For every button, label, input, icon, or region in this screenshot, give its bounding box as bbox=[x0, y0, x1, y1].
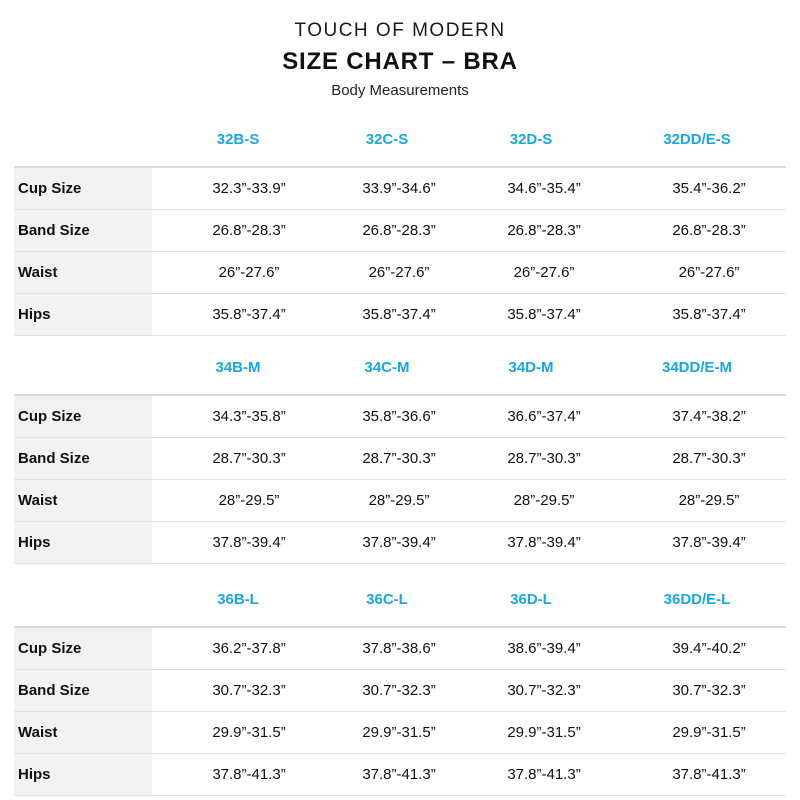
measurement-cell: 37.8”-38.6” bbox=[362, 640, 436, 657]
measurement-cell: 26.8”-28.3” bbox=[507, 222, 581, 239]
measurement-cell: 26”-27.6” bbox=[678, 264, 740, 281]
measurement-cell: 28”-29.5” bbox=[368, 492, 430, 509]
measurement-cell: 34.3”-35.8” bbox=[212, 408, 286, 425]
measurement-cell: 30.7”-32.3” bbox=[672, 682, 746, 699]
table-row-cup-size bbox=[14, 168, 786, 210]
measurement-cell: 30.7”-32.3” bbox=[507, 682, 581, 699]
measurement-cell: 26.8”-28.3” bbox=[672, 222, 746, 239]
size-label: 36C-L bbox=[366, 591, 408, 608]
size-label: 34DD/E-M bbox=[661, 359, 732, 376]
row-label: Waist bbox=[18, 724, 58, 741]
measurement-cell: 26”-27.6” bbox=[368, 264, 430, 281]
row-label-cell bbox=[14, 210, 152, 251]
measurement-cell: 26”-27.6” bbox=[513, 264, 575, 281]
measurement-cell: 36.6”-37.4” bbox=[507, 408, 581, 425]
measurement-cell: 33.9”-34.6” bbox=[362, 180, 436, 197]
table-row-cup-size bbox=[14, 628, 786, 670]
row-label-cell bbox=[14, 396, 152, 437]
measurement-cell: 37.8”-41.3” bbox=[212, 766, 286, 783]
row-label: Band Size bbox=[18, 222, 90, 239]
measurement-cell: 28”-29.5” bbox=[678, 492, 740, 509]
row-label-cell bbox=[14, 252, 152, 293]
measurement-cell: 28.7”-30.3” bbox=[507, 450, 581, 467]
row-label-cell bbox=[14, 294, 152, 335]
size-label: 32DD/E-S bbox=[663, 131, 731, 148]
row-label-cell bbox=[14, 480, 152, 521]
measurement-cell: 28.7”-30.3” bbox=[672, 450, 746, 467]
table-row-cup-size bbox=[14, 396, 786, 438]
row-label: Cup Size bbox=[18, 408, 82, 425]
measurement-cell: 28”-29.5” bbox=[513, 492, 575, 509]
row-label-cell bbox=[14, 522, 152, 563]
table-row-waist bbox=[14, 480, 786, 522]
measurement-cell: 35.8”-37.4” bbox=[362, 306, 436, 323]
measurement-cell: 35.8”-37.4” bbox=[507, 306, 581, 323]
size-label: 36B-L bbox=[217, 591, 259, 608]
measurement-cell: 35.8”-36.6” bbox=[362, 408, 436, 425]
measurement-cell: 39.4”-40.2” bbox=[672, 640, 746, 657]
page-title: SIZE CHART – BRA bbox=[282, 48, 518, 75]
row-divider bbox=[14, 563, 786, 564]
measurement-cell: 29.9”-31.5” bbox=[212, 724, 286, 741]
row-label: Cup Size bbox=[18, 640, 82, 657]
measurement-cell: 26.8”-28.3” bbox=[362, 222, 436, 239]
size-label: 34D-M bbox=[508, 359, 554, 376]
measurement-cell: 29.9”-31.5” bbox=[672, 724, 746, 741]
row-label: Cup Size bbox=[18, 180, 82, 197]
row-label-cell bbox=[14, 628, 152, 669]
size-label: 36DD/E-L bbox=[663, 591, 731, 608]
page-subtitle: Body Measurements bbox=[331, 82, 469, 99]
measurement-cell: 37.8”-39.4” bbox=[212, 534, 286, 551]
row-divider bbox=[14, 795, 786, 796]
measurement-cell: 29.9”-31.5” bbox=[362, 724, 436, 741]
measurement-cell: 37.8”-41.3” bbox=[362, 766, 436, 783]
size-header-row bbox=[0, 580, 800, 620]
measurement-cell: 34.6”-35.4” bbox=[507, 180, 581, 197]
measurement-cell: 37.8”-39.4” bbox=[672, 534, 746, 551]
measurement-cell: 32.3”-33.9” bbox=[212, 180, 286, 197]
row-label-cell bbox=[14, 754, 152, 795]
measurement-cell: 28.7”-30.3” bbox=[362, 450, 436, 467]
measurement-cell: 28.7”-30.3” bbox=[212, 450, 286, 467]
measurement-cell: 30.7”-32.3” bbox=[362, 682, 436, 699]
measurement-cell: 35.8”-37.4” bbox=[212, 306, 286, 323]
size-label: 32D-S bbox=[509, 131, 553, 148]
measurement-cell: 37.8”-41.3” bbox=[672, 766, 746, 783]
table-row-hips bbox=[14, 294, 786, 336]
row-label: Waist bbox=[18, 492, 58, 509]
table-row-band-size bbox=[14, 438, 786, 480]
row-label-cell bbox=[14, 670, 152, 711]
measurement-cell: 36.2”-37.8” bbox=[212, 640, 286, 657]
table-row-waist bbox=[14, 252, 786, 294]
measurement-cell: 37.4”-38.2” bbox=[672, 408, 746, 425]
size-header-row bbox=[0, 120, 800, 160]
table-row-band-size bbox=[14, 670, 786, 712]
row-label-cell bbox=[14, 438, 152, 479]
size-label: 34C-M bbox=[364, 359, 410, 376]
measurement-cell: 26.8”-28.3” bbox=[212, 222, 286, 239]
row-label: Waist bbox=[18, 264, 58, 281]
row-label: Hips bbox=[18, 306, 51, 323]
size-header-row bbox=[0, 348, 800, 388]
measurement-cell: 26”-27.6” bbox=[218, 264, 280, 281]
size-label: 32C-S bbox=[365, 131, 409, 148]
row-label: Band Size bbox=[18, 682, 90, 699]
brand-name: TOUCH OF MODERN bbox=[294, 20, 506, 41]
size-label: 36D-L bbox=[510, 591, 552, 608]
size-label: 32B-S bbox=[216, 131, 260, 148]
row-label: Hips bbox=[18, 534, 51, 551]
measurement-cell: 35.4”-36.2” bbox=[672, 180, 746, 197]
row-label-cell bbox=[14, 168, 152, 209]
row-label-cell bbox=[14, 712, 152, 753]
measurement-cell: 37.8”-39.4” bbox=[507, 534, 581, 551]
measurement-cell: 38.6”-39.4” bbox=[507, 640, 581, 657]
measurement-cell: 30.7”-32.3” bbox=[212, 682, 286, 699]
measurement-cell: 29.9”-31.5” bbox=[507, 724, 581, 741]
row-label: Hips bbox=[18, 766, 51, 783]
row-label: Band Size bbox=[18, 450, 90, 467]
measurement-cell: 37.8”-41.3” bbox=[507, 766, 581, 783]
measurement-cell: 37.8”-39.4” bbox=[362, 534, 436, 551]
measurement-cell: 35.8”-37.4” bbox=[672, 306, 746, 323]
table-row-hips bbox=[14, 522, 786, 564]
size-label: 34B-M bbox=[215, 359, 261, 376]
table-row-waist bbox=[14, 712, 786, 754]
table-row-hips bbox=[14, 754, 786, 796]
measurement-cell: 28”-29.5” bbox=[218, 492, 280, 509]
table-row-band-size bbox=[14, 210, 786, 252]
row-divider bbox=[14, 335, 786, 336]
